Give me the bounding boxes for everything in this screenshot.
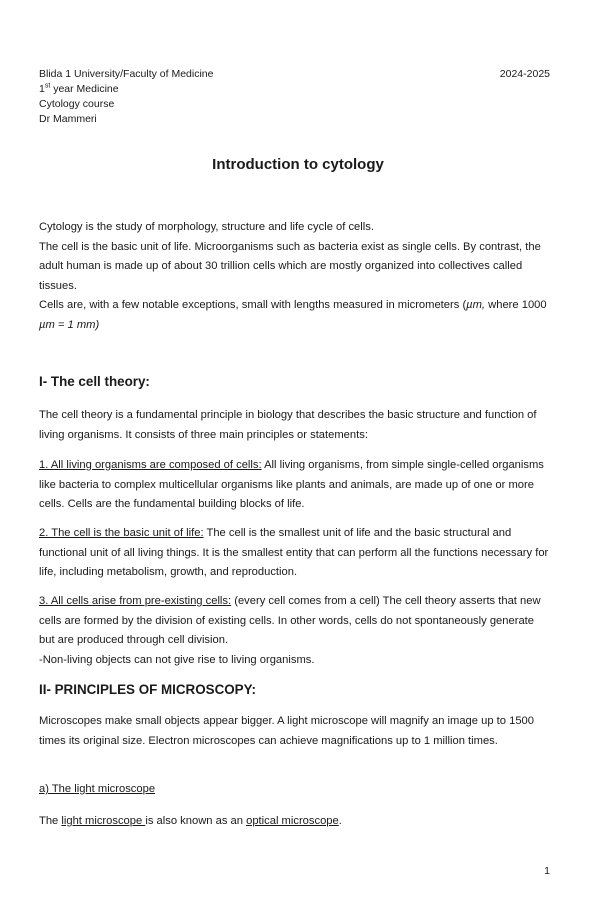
intro-line-3: Cells are, with a few notable exceptions, small with lengths measured in micrometers (µm, where 1000 µm = 1 mm) — [39, 299, 547, 331]
teacher-name: Dr Mammeri — [39, 113, 97, 125]
page-number: 1 — [544, 865, 550, 877]
principle-2-label: 2. The cell is the basic unit of life: — [39, 527, 204, 539]
principle-2: 2. The cell is the basic unit of life: The cell is the smallest unit of life and the basic structural and functional unit of all living things. It is the smallest entity that can perform all the functions necessary for life, including metabolism, growth, and reproduction. — [39, 527, 549, 579]
course-name: Cytology course — [39, 98, 115, 110]
section-heading-cell-theory: I- The cell theory: — [39, 374, 150, 389]
intro-line-1: Cytology is the study of morphology, structure and life cycle of cells. — [39, 221, 374, 233]
institution: Blida 1 University/Faculty of Medicine — [39, 68, 214, 80]
principle-3: 3. All cells arise from pre-existing cells: (every cell comes from a cell) The cell theory asserts that new cells are formed by the division of existing cells. In other words, cells do not spontaneously generate but are produced through cell division. -Non-living objects can not give rise to living organisms. — [39, 592, 551, 670]
light-microscope-sentence: The light microscope is also known as an optical microscope. — [39, 815, 342, 827]
subheading-light-microscope: a) The light microscope — [39, 783, 156, 795]
principle-3-note: -Non-living objects can not give rise to living organisms. — [39, 653, 315, 666]
page-title: Introduction to cytology — [212, 156, 384, 173]
intro-paragraph — [39, 218, 551, 336]
document-header — [39, 67, 214, 127]
intro-line-2: The cell is the basic unit of life. Microorganisms such as bacteria exist as single cells. By contrast, the adult human is made up of about 30 trillion cells which are mostly organized into collectives called tissues. — [39, 240, 541, 292]
academic-year: 2024-2025 — [499, 68, 550, 80]
principle-3-label: 3. All cells arise from pre-existing cells: — [39, 595, 232, 607]
section-heading-microscopy: II- PRINCIPLES OF MICROSCOPY: — [39, 682, 256, 697]
principle-1-label: 1. All living organisms are composed of cells: — [39, 459, 262, 471]
study-year: 1st year Medicine — [39, 82, 119, 95]
microscopy-intro: Microscopes make small objects appear bigger. A light microscope will magnify an image up to 1500 times its original size. Electron microscopes can achieve magnifications up to 1 million times. — [39, 715, 534, 747]
principle-1: 1. All living organisms are composed of cells: All living organisms, from simple single-celled organisms like bacteria to complex multicellular organisms like plants and animals, are made up of one or more cells. Cells are the fundamental building blocks of life. — [39, 459, 544, 511]
cell-theory-intro: The cell theory is a fundamental principle in biology that describes the basic structure and function of living organisms. It consists of three main principles or statements: — [39, 409, 537, 441]
